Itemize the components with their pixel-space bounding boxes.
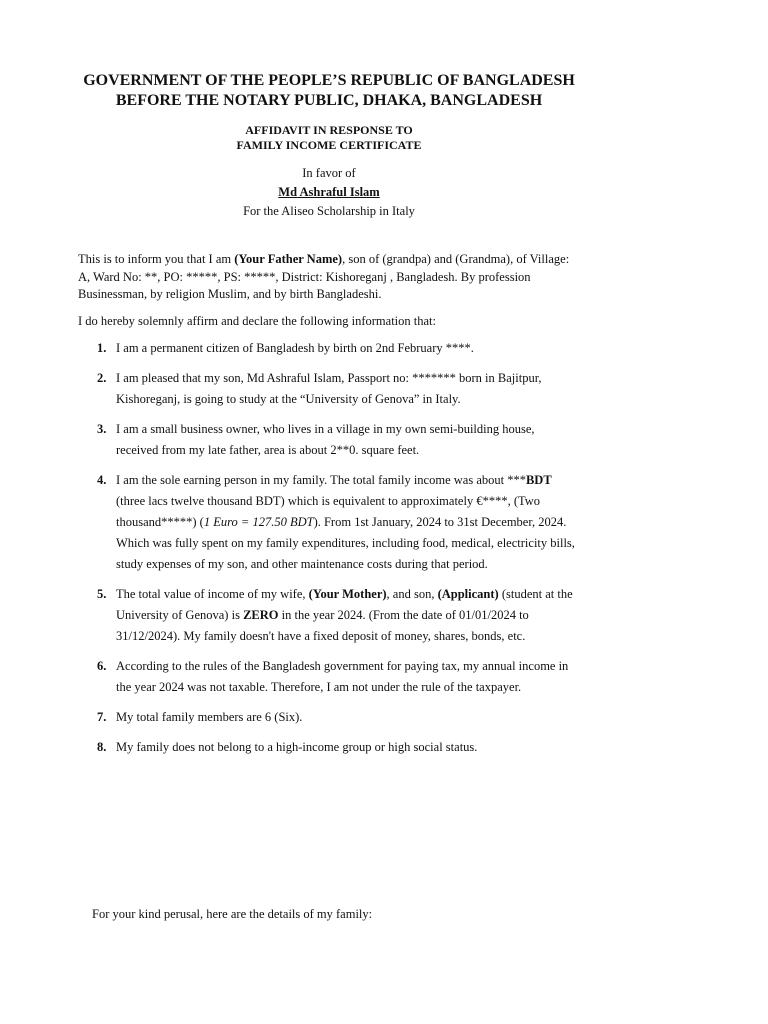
affidavit-title-line2: FAMILY INCOME CERTIFICATE (236, 138, 422, 152)
item-number: 2. (97, 371, 107, 385)
header-notary-line: BEFORE THE NOTARY PUBLIC, DHAKA, BANGLADESH (115, 92, 543, 109)
document-header (0, 71, 658, 111)
item-number: 1. (97, 341, 107, 355)
favor-label: In favor of (302, 166, 356, 180)
item-text: My family does not belong to a high-income group or high social status. (116, 740, 478, 754)
item-text: I am a permanent citizen of Bangladesh by birth on 2nd February ****. (116, 341, 474, 355)
favor-block (0, 164, 658, 221)
list-item (78, 368, 578, 410)
item-text: I am a small business owner, who lives in a village in my own semi-building house, received from my late father, area is about 2**0. square feet. (116, 422, 535, 457)
affidavit-title-line1: AFFIDAVIT IN RESPONSE TO (245, 123, 413, 137)
item-text-pre: I am the sole earning person in my family. The total family income was about *** (116, 473, 526, 487)
applicant-placeholder: (Applicant) (437, 587, 499, 601)
item-bdt-bold: BDT (525, 473, 552, 487)
item-text-post: ). From 1st January, 2024 to 31st December, 2024. Which was fully spent on my family expenditures, including food, medical, electricity bills, study expenses of my son, and other maintenance costs during that period. (116, 515, 575, 571)
item-number: 7. (97, 710, 107, 724)
intro-pre: This is to inform you that I am (78, 252, 235, 266)
item-text: My total family members are 6 (Six). (116, 710, 303, 724)
perusal-paragraph: For your kind perusal, here are the details of my family: (92, 907, 373, 921)
item-text-mid1: , and son, (386, 587, 438, 601)
declaration-paragraph: I do hereby solemnly affirm and declare the following information that: (78, 314, 436, 328)
intro-paragraph (78, 251, 578, 304)
item-text-mid: (three lacs twelve thousand BDT) which is equivalent to approximately €****, (Two thousand*****) ( (116, 494, 541, 529)
item-number: 3. (97, 422, 107, 436)
exchange-rate: 1 Euro = 127.50 BDT (203, 515, 314, 529)
item-text: According to the rules of the Bangladesh government for paying tax, my annual income in the year 2024 was not taxable. Therefore, I am not under the rule of the taxpayer. (116, 659, 569, 694)
item-text: I am pleased that my son, Md Ashraful Islam, Passport no: ******* born in Bajitpur, Kishoreganj, is going to study at the “University of Genova” in Italy. (116, 371, 542, 406)
list-item (78, 707, 578, 728)
item-number: 5. (97, 587, 107, 601)
intro-post: , son of (grandpa) and (Grandma), of Village: A, Ward No: **, PO: *****, PS: *****, District: Kishoreganj , Bangladesh. By profession Businessman, by religion Muslim, and by birth Bangladeshi. (78, 252, 570, 301)
item-text-pre: The total value of income of my wife, (116, 587, 309, 601)
list-item (78, 584, 578, 647)
father-name-placeholder: (Your Father Name) (234, 252, 343, 266)
item-text-post: in the year 2024. (From the date of 01/01/2024 to 31/12/2024). My family doesn't have a fixed deposit of money, shares, bonds, etc. (116, 608, 529, 643)
header-government-line: GOVERNMENT OF THE PEOPLE’S REPUBLIC OF BANGLADESH (83, 72, 575, 89)
list-item (78, 470, 578, 575)
list-item (78, 338, 578, 359)
applicant-name: Md Ashraful Islam (278, 185, 380, 199)
item-number: 4. (97, 473, 107, 487)
item-text-mid2: (student at the University of Genova) is (116, 587, 573, 622)
list-item (78, 737, 578, 758)
scholarship-purpose: For the Aliseo Scholarship in Italy (243, 204, 415, 218)
list-item (78, 656, 578, 698)
affidavit-title (0, 123, 658, 153)
item-number: 6. (97, 659, 107, 673)
mother-placeholder: (Your Mother) (308, 587, 387, 601)
list-item (78, 419, 578, 461)
zero-income: ZERO (243, 608, 279, 622)
item-number: 8. (97, 740, 107, 754)
declaration-list (78, 338, 578, 767)
